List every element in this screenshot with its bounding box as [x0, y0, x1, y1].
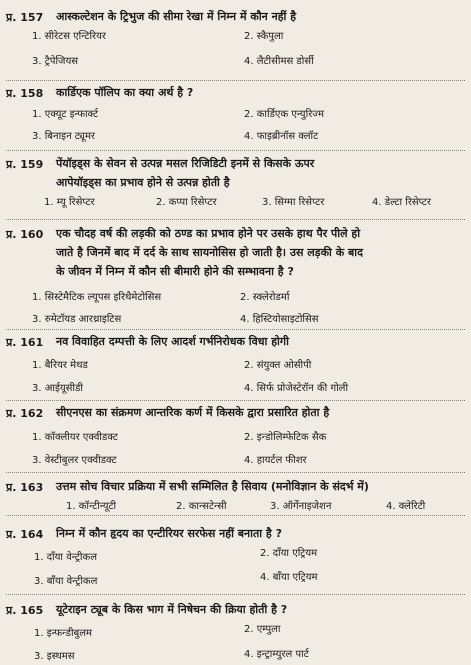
divider [6, 594, 465, 595]
option-1: 1. एक्यूट इन्फार्क्ट [32, 109, 99, 120]
option-2: 2. कान्सटेन्सी [176, 501, 227, 512]
question-number: प्र. 161 [6, 336, 44, 349]
divider [6, 150, 465, 151]
option-4: 4. बाँया एट्रियम [260, 572, 318, 583]
option-4: 4. क्लेरिटी [386, 501, 426, 512]
option-2: 2. दाँया एट्रियम [260, 548, 318, 559]
question-text: उत्तम सोच विचार प्रक्रिया में सभी सम्मिलित है सिवाय (मनोविज्ञान के संदर्भ में) [56, 480, 369, 493]
option-3: 3. ऑर्गेनाइजेशन [270, 501, 332, 512]
option-1: 1. सीरेटस एन्टिरियर [32, 31, 107, 42]
option-4: 4. हायर्टल फीशर [244, 455, 307, 466]
option-2: 2. एम्पुला [244, 624, 281, 635]
question-number: प्र. 160 [6, 228, 44, 241]
divider [6, 515, 465, 516]
divider [6, 219, 465, 220]
divider [6, 329, 465, 330]
question-text: पेंयॉइड्स के सेवन से उत्पन्न मसल रिजिडिटी इनमें से किसके ऊपर आपेयॉइड्स का प्रभाव होने से उत्पन्न होती है [56, 157, 315, 189]
question-number: प्र. 162 [6, 407, 44, 420]
option-4: 4. लैटीसीमस डोर्सी [244, 56, 314, 67]
question-text: सीएनएस का संक्रमण आन्तरिक कर्ण में किसके द्वारा प्रसारित होता है [56, 406, 330, 419]
option-2: 2. कप्पा रिसेप्टर [156, 197, 217, 208]
question-text: एक चौदह वर्ष की लड़की को ठण्ड का प्रभाव होने पर उसके हाथ पैर पीले हो जाते है जिनमें बाद में दर्द के साथ सायनोसिस हो जाती है। उस लड़की के बाद के जीवन में निम्न में कौन सी बीमारी होने की सम्भावना है ? [56, 227, 363, 278]
option-3: 3. वेस्टीबुलर एक्वीडक्ट [32, 455, 117, 466]
option-3: 3. बाँया वेन्ट्रीकल [34, 576, 98, 587]
question-number: प्र. 158 [6, 87, 44, 100]
divider [6, 400, 465, 401]
question-number: प्र. 165 [6, 604, 44, 617]
question-number: प्र. 157 [6, 11, 44, 24]
option-4: 4. डेल्टा रिसेप्टर [372, 197, 431, 208]
divider [6, 80, 465, 81]
option-1: 1. कॉन्टीन्यूटी [66, 501, 117, 512]
option-1: 1. इन्फन्डीबुलम [34, 628, 93, 639]
option-4: 4. सिर्फ प्रोजेस्टेरॉन की गोली [244, 383, 349, 394]
option-2: 2. स्कैपुला [244, 31, 284, 42]
option-3: 3. बिनाइन ट्यूमर [32, 131, 96, 142]
question-text: यूटेराइन ट्यूब के किस भाग में निषेचन की क्रिया होती है ? [56, 603, 288, 616]
option-3: 3. आईयूसीडी [32, 383, 83, 394]
option-1: 1. बैरियर मेथड [32, 360, 88, 371]
question-number: प्र. 164 [6, 528, 44, 541]
option-2: 2. संयुक्त ओसीपी [244, 360, 312, 371]
option-3: 3. सिग्मा रिसेप्टर [262, 197, 325, 208]
question-text: कार्डिएक पॉलिप का क्या अर्थ है ? [56, 86, 194, 99]
option-2: 2. कार्डिएक एन्युरिज्म [244, 109, 324, 120]
question-text: आस्कल्टेशन के ट्रिभुज की सीमा रेखा में निम्न में कौन नहीं है [56, 10, 297, 23]
option-1: 1. सिस्टेमैटिक ल्यूपस इरिथैमेटोसिस [32, 292, 162, 303]
option-3: 3. ट्रैपेजियस [32, 56, 79, 67]
option-4: 4. हिस्टियोसाइटोसिस [240, 314, 319, 325]
divider [6, 472, 465, 473]
option-3: 3. इस्थमस [34, 651, 75, 662]
question-text: निम्न में कौन हृदय का एन्टीरियर सरफेस नहीं बनाता है ? [56, 527, 282, 540]
question-number: प्र. 159 [6, 158, 44, 171]
option-2: 2. स्क्लेरोडर्मा [240, 292, 290, 303]
option-1: 1. दाँया वेन्ट्रीकल [34, 552, 97, 563]
option-2: 2. इन्डोलिम्फेटिक सैक [244, 432, 327, 443]
option-1: 1. कॉक्लीयर एक्वीडक्ट [32, 432, 118, 443]
option-1: 1. म्यू रिसेप्टर [44, 197, 95, 208]
question-text: नव विवाहित दम्पत्ती के लिए आदर्श गर्भनिरोधक विधा होगी [56, 335, 289, 348]
option-3: 3. रुमेटॉयड आरथ्राइटिस [32, 314, 122, 325]
option-4: 4. इन्ट्राम्युरल पार्ट [244, 649, 309, 660]
option-4: 4. फाइब्रीनॉस क्लॉट [244, 131, 319, 142]
question-number: प्र. 163 [6, 481, 44, 494]
